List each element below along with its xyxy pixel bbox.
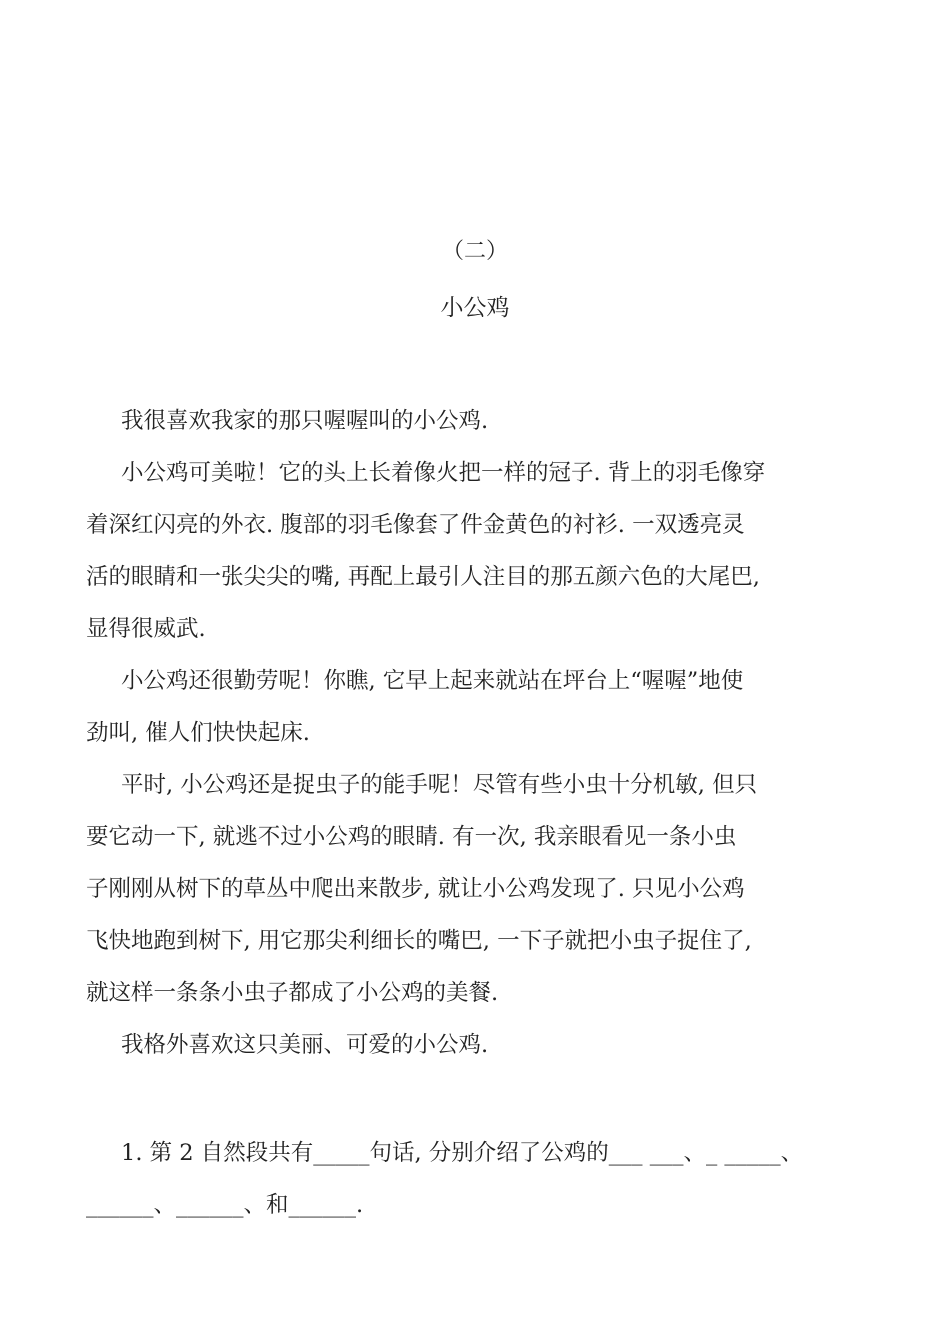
- paragraph-line: 我格外喜欢这只美丽、可爱的小公鸡.: [121, 1032, 489, 1058]
- paragraph-3: [86, 660, 866, 764]
- paragraph-line: 要它动一下, 就逃不过小公鸡的眼睛. 有一次, 我亲眼看见一条小虫: [86, 824, 737, 850]
- paragraph-1: [86, 400, 866, 452]
- passage-title: 小公鸡: [440, 295, 510, 321]
- paragraph-line: 显得很威武.: [86, 616, 206, 642]
- question-1: [86, 1132, 876, 1236]
- paragraph-line: 活的眼睛和一张尖尖的嘴, 再配上最引人注目的那五颜六色的大尾巴,: [86, 564, 760, 590]
- paragraph-line: 小公鸡还很勤劳呢！你瞧, 它早上起来就站在坪台上“喔喔”地使: [121, 668, 744, 694]
- paragraph-line: 小公鸡可美啦！它的头上长着像火把一样的冠子. 背上的羽毛像穿: [121, 460, 766, 486]
- question-line: ______、______、和______.: [86, 1192, 364, 1218]
- question-list: [86, 1132, 876, 1236]
- section-number: （二）: [441, 239, 508, 264]
- passage-body: [86, 400, 866, 1076]
- paragraph-line: 飞快地跑到树下, 用它那尖利细长的嘴巴, 一下子就把小虫子捉住了,: [86, 928, 752, 954]
- paragraph-line: 平时, 小公鸡还是捉虫子的能手呢！尽管有些小虫十分机敏, 但只: [121, 772, 758, 798]
- paragraph-line: 劲叫, 催人们快快起床.: [86, 720, 310, 746]
- paragraph-line: 我很喜欢我家的那只喔喔叫的小公鸡.: [121, 408, 489, 434]
- paragraph-line: 子刚刚从树下的草丛中爬出来散步, 就让小公鸡发现了. 只见小公鸡: [86, 876, 745, 902]
- paragraph-2: [86, 452, 866, 660]
- paragraph-line: 就这样一条条小虫子都成了小公鸡的美餐.: [86, 980, 499, 1006]
- paragraph-5: [86, 1024, 866, 1076]
- question-line: 1. 第 2 自然段共有_____句话, 分别介绍了公鸡的___ ___、_ _____、: [121, 1140, 804, 1166]
- paragraph-4: [86, 764, 866, 1024]
- paragraph-line: 着深红闪亮的外衣. 腹部的羽毛像套了件金黄色的衬衫. 一双透亮灵: [86, 512, 745, 538]
